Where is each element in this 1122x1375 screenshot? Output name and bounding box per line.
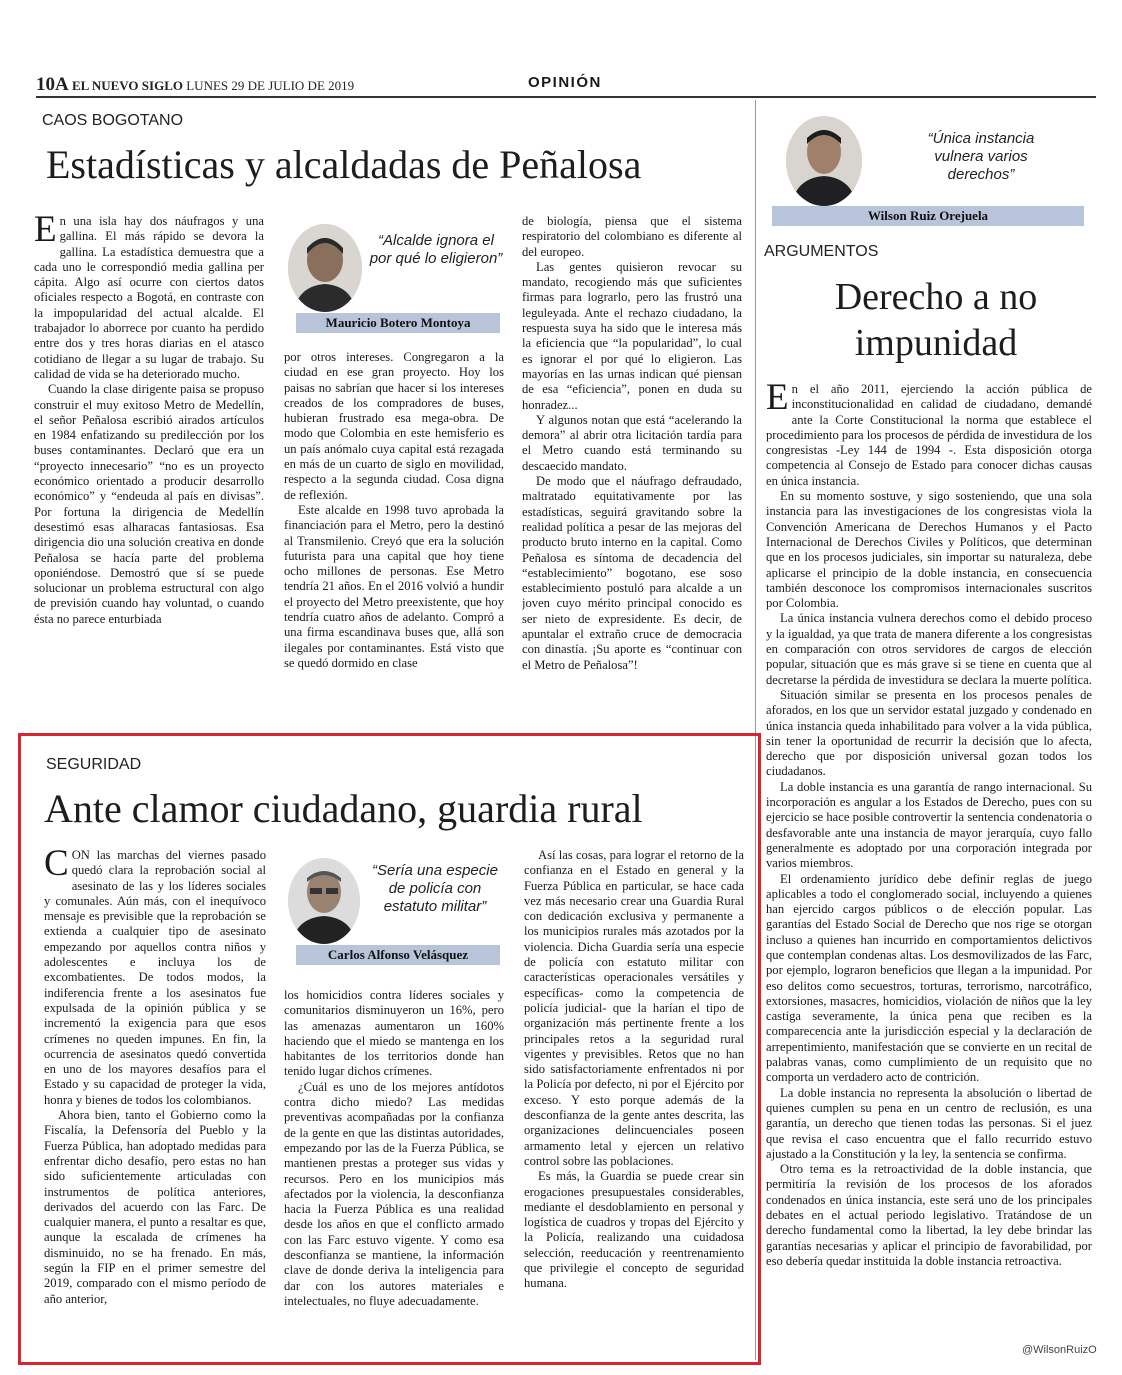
- paragraph: Este alcalde en 1998 tuvo aprobada la financiación para el Metro, pero la destinó al Transmilenio. Creyó que era la solución futurista para una capital que hoy tiene ocho millones de personas. Ese Metro tendría 21 años. En el 2016 volvió a hundir el proyecto del Metro preexistente, que hoy tendría cuatro años de adelanto. Compró a una firma escandinava buses que, allá son ilegales por contaminantes. Está visto que se quedó dormido en clase: [284, 502, 504, 670]
- article2-column-3: [524, 848, 744, 1356]
- top-rule: [36, 96, 1096, 98]
- paragraph: De modo que el náufrago defraudado, maltratado equitativamente por las estadísticas, seguirá gravitando sobre la realidad política a pesar de las mejoras del producto bruto interno en la capital. Como Peñalosa es síntoma de decadencia del “establecimiento” bogotano, ese soso establecimiento postuló para alcalde a un joven cuyo mérito principal conocido es ser nieto de expresidente. Es decir, de apuntalar el extraño cruce de democracia con dinastía. ¡Su aporte es “continuar con el Metro de Peñalosa”!: [522, 474, 742, 672]
- issue-date: LUNES 29 DE JULIO DE 2019: [186, 78, 355, 93]
- article2-headline: Ante clamor ciudadano, guardia rural: [44, 786, 643, 831]
- article1-headline: Estadísticas y alcaldadas de Peñalosa: [46, 142, 642, 187]
- article1-column-2: [284, 350, 504, 712]
- page-number: 10A: [36, 74, 69, 95]
- paragraph: de biología, piensa que el sistema respiratorio del colombiano es diferente al del europeo.: [522, 214, 742, 259]
- article2-column-1: [44, 848, 266, 1356]
- paragraph: En su momento sostuve, y sigo sosteniendo, que una sola instancia para las investigaciones de los congresistas viola la Convención Americana de Derechos Humanos y el Pacto Internacional de Derechos Civiles y Políticos, que determinan que en los procesos judiciales, sin importar su naturaleza, debe aplicarse el principio de la doble instancia, en consecuencia también desconoce los compromisos internacionales suscritos por Colombia.: [766, 489, 1092, 611]
- paragraph: n el año 2011, ejerciendo la acción pública de inconstitucionalidad en calidad de ciudadano, demandé ante la Corte Constitucional la norma que establece el procedimiento para los procesos de pérdida de investidura de los congresistas -Ley 144 de 1994 -. Esta disposición otorga competencia al Consejo de Estado para conocer dichas causas en única instancia.: [766, 382, 1092, 488]
- paragraph: Situación similar se presenta en los procesos penales de aforados, en los que un servidor estatal juzgado y condenado en única instancia queda inhabilitado para volver a la vida pública, sin tener la oportunidad de recurrir la decisión que lo afecta, derecho que por disposición universal gozan todos los ciudadanos.: [766, 687, 1092, 779]
- article3-headline: [766, 274, 1106, 366]
- author-box: [282, 218, 508, 336]
- author-photo: [288, 858, 360, 944]
- paragraph: Y algunos notan que está “acelerando la demora” al abrir otra licitación tardía para el Metro cuando está terminando su descaecido mandato.: [522, 412, 742, 473]
- twitter-handle: @WilsonRuizO: [1022, 1344, 1097, 1356]
- article1-column-3: [522, 214, 742, 712]
- section-title: OPINIÓN: [528, 74, 602, 91]
- article1-column-1: [34, 214, 264, 710]
- paragraph: por otros intereses. Congregaron a la ciudad en ese gran proyecto. Hoy los paisas no sabrían que hacer si los intereses creados de los compradores de buses, hubieran frustrado esa mega-obra. De modo que Colombia en este hemisferio es un país anómalo cuya capital está rezagada en más de un cuarto de siglo en movilidad, respecto a la segunda ciudad. Cosa digna de reflexión.: [284, 350, 504, 502]
- paragraph: Es más, la Guardia se puede crear sin erogaciones presupuestales considerables, mediante el desdoblamiento en personal y logística de cuadros y tropas del Ejército y la Policía, realizando una cuidadosa selección, reeducación y reentrenamiento que privilegie el concepto de seguridad humana.: [524, 1169, 744, 1291]
- author-photo: [288, 224, 362, 312]
- article3-column: [766, 382, 1092, 1322]
- article3-kicker: ARGUMENTOS: [764, 243, 879, 260]
- paragraph: Así las cosas, para lograr el retorno de la confianza en el Estado en general y la Fuerza Pública en particular, se hace cada vez más necesario crear una Guardia Rural con dedicación exclusiva y permanente a los municipios rurales más azotados por la violencia. Dicha Guardia sería una especie de policía con estatuto militar con características operacionales versátiles y específicas- como la competencia de policía judicial- que la harían el tipo de organización más pertinente frente a los principales retos a la seguridad rural vigentes y previsibles. Retos que no han sido satisfactoriamente enfrentados ni por la Policía por defecto, ni por el Ejército por exceso. Y esto porque además de la desconfianza de la gente antes descrita, las organizaciones delincuenciales poseen armamento letal y ejercen un relativo control sobre las poblaciones.: [524, 848, 744, 1168]
- paragraph: La doble instancia es una garantía de rango internacional. Su incorporación es angular a los Estados de Derecho, pues con su ejercicio se hace posible controvertir la sentencia condenatoria o desfavorable ante una instancia de mayor jerarquía, cuyo fallo generalmente es adoptado por una corporación integrada por varios miembros.: [766, 779, 1092, 871]
- article2-kicker: SEGURIDAD: [46, 756, 142, 773]
- article1-kicker: CAOS BOGOTANO: [42, 112, 184, 129]
- pull-quote: “Única instancia vulnera varios derechos”: [927, 130, 1035, 183]
- headline-line: Derecho a no: [834, 276, 1038, 318]
- paragraph: Otro tema es la retroactividad de la doble instancia, que permitiría la revisión de los procesos de los aforados condenados en única instancia, este será uno de los principales debates en el actual periodo legislativo. Tratándose de un derecho fundamental como la libertad, la ley debe brindar las garantías necesarias y aplicar el principio de favorabilidad, por eso debería quedar instituida la doble instancia retroactiva.: [766, 1162, 1092, 1268]
- paragraph: los homicidios contra líderes sociales y comunitarios disminuyeron un 16%, pero las amenazas aumentaron un 160% haciendo que el miedo se mantenga en los habitantes de los territorios donde han tenido lugar dichos crímenes.: [284, 988, 504, 1079]
- folio: [36, 74, 354, 96]
- pull-quote: “Alcalde ignora el por qué lo eligieron”: [369, 232, 503, 267]
- author-byline: Carlos Alfonso Velásquez: [296, 945, 500, 965]
- paragraph: ON las marchas del viernes pasado quedó clara la reprobación social al asesinato de las y los líderes sociales y comunales. Aún más, con el inequívoco mensaje es previsible que la reprobación se extienda a cualquier tipo de asesinato empezando por aquellos contra niños y adolescentes e incluya los de excombatientes. De todos modos, la indiferencia frente a los asesinatos fue expulsada de la opinión pública y se incrementó la exigencia para que esos crímenes no queden impunes. En fin, la ocurrencia de asesinatos quedó convertida en uno de los mayores desafíos para el Estado y su capacidad de proteger la vida, honra y bienes de todos los colombianos.: [44, 848, 266, 1107]
- newspaper-name: EL NUEVO SIGLO: [71, 78, 183, 93]
- paragraph: Cuando la clase dirigente paisa se propuso construir el muy exitoso Metro de Medellín, el señor Peñalosa escribió airados artículos en 1984 enfatizando su predilección por los buses contaminantes. Declaró que era un “proyecto innecesario” “no es un proyecto económico orientado a producir desarrollo económico” y “endeuda al país en divisas”. Por fortuna la dirigencia de Medellín desestimó esas alharacas fantasiosas. Esa dirigencia dio una solución creativa en donde Peñalosa se hacía parte del problema oponiéndose. Demostró que sí se puede solucionar un problema estructural con algo de previsión cuando hay voluntad, o cuando ésta no parece enturbiada: [34, 382, 264, 626]
- dropcap: E: [766, 382, 789, 418]
- article2-column-2: [284, 988, 504, 1356]
- author-box: [282, 852, 508, 968]
- paragraph: El ordenamiento jurídico debe definir reglas de juego aplicables a todo el conglomerado social, incluyendo a quienes han ejercido cargos públicos o de elección popular. Las garantías del Estado Social de Derecho que nos rige se otorgan incluso a quienes han incurrido en comportamientos delictivos que contemplan condenas altas. Los desmovilizados de las Farc, por ejemplo, lograron beneficios que llegan a la impunidad. Por eso delitos como secuestros, torturas, terrorismo, narcotráfico, extorsiones, masacres, homicidios, violación de niños que la ley castiga severamente, la única pena que reciben es la comparecencia ante la jurisdicción especial y la declaración de arrepentimiento, manifestación que se convierte en un recital de palabras vanas, como cumplimiento de un requisito que no comporta un verdadero acto de contrición.: [766, 871, 1092, 1085]
- dropcap: C: [44, 848, 69, 884]
- paragraph: La única instancia vulnera derechos como el debido proceso y la igualdad, ya que trata de manera diferente a los congresistas en comparación con otros servidores de cargos de elección popular, situación que es más grave si se tiene en cuenta que al decretarse la pérdida de investidura se declara la muerte política.: [766, 611, 1092, 687]
- paragraph: Ahora bien, tanto el Gobierno como la Fiscalía, la Defensoría del Pueblo y la Fuerza Pública, han adoptado medidas para enfrentar dicho desafío, pero estas no han sido suficientemente articuladas con instrumentos de política anteriores, derivados del acuerdo con las Farc. De cualquier manera, el punto a resaltar es que, aunque la escalada de crímenes ha disminuido, no se ha frenado. En más, según la FIP en el primer semestre del 2019, comparado con el mismo período de año anterior,: [44, 1108, 266, 1306]
- dropcap: E: [34, 214, 57, 250]
- paragraph: n una isla hay dos náufragos y una gallina. El más rápido se devora la gallina. La estadística demuestra que a cada uno le correspondió media gallina per cápita. Algo así ocurre con ciertos datos oficiales respecto a Bogotá, en contraste con la impopularidad del actual alcalde. El trabajador lo aborrece por cuanto ha perdido entre dos y tres horas diarias en el atasco cotidiano de llegar a su lugar de trabajo. Su calidad de vida se ha deteriorado mucho.: [34, 214, 264, 381]
- author-photo: [786, 116, 862, 206]
- pull-quote: “Sería una especie de policía con estatuto militar”: [372, 862, 498, 915]
- paragraph: Las gentes quisieron revocar su mandato, recogiendo más que suficientes firmas para lograrlo, pero las frustró una leguleyada. Ante el rechazo ciudadano, la respuesta suya ha sido que le interesa más la eficiencia que “la popularidad”, lo cual es ignorar el por qué lo eligieron. Las mayorías en las urnas indican qué piensan de esa “eficiencia”, ponen en duda su honradez...: [522, 259, 742, 412]
- paragraph: ¿Cuál es uno de los mejores antídotos contra dicho miedo? Las medidas preventivas acompañadas por la confianza de la gente en que las distintas autoridades, empezando por las de la Fuerza Pública, se mantienen prestas a proteger sus vidas y recursos. Pero en los municipios más afectados por la violencia, la desconfianza hacia la Fuerza Pública es una realidad desde los años en que el conflicto armado con las Farc estuvo vigente. Y como esa desconfianza se mantiene, la información clave de donde deriva la inteligencia para dar con los autores materiales e intelectuales, no fluye adecuadamente.: [284, 1079, 504, 1308]
- author-byline: Mauricio Botero Montoya: [296, 313, 500, 333]
- headline-line: impunidad: [854, 322, 1018, 364]
- author-box: [770, 112, 1090, 230]
- paragraph: La doble instancia no representa la absolución o libertad de quienes cumplen su pena en un centro de reclusión, es una garantía, un derecho que tienen todas las personas. Si el juez que revisa el caso encuentra que el fallo recurrido estuvo ajustado a la Constitución y la ley, la sentencia se confirma.: [766, 1085, 1092, 1161]
- author-byline: Wilson Ruiz Orejuela: [772, 206, 1084, 226]
